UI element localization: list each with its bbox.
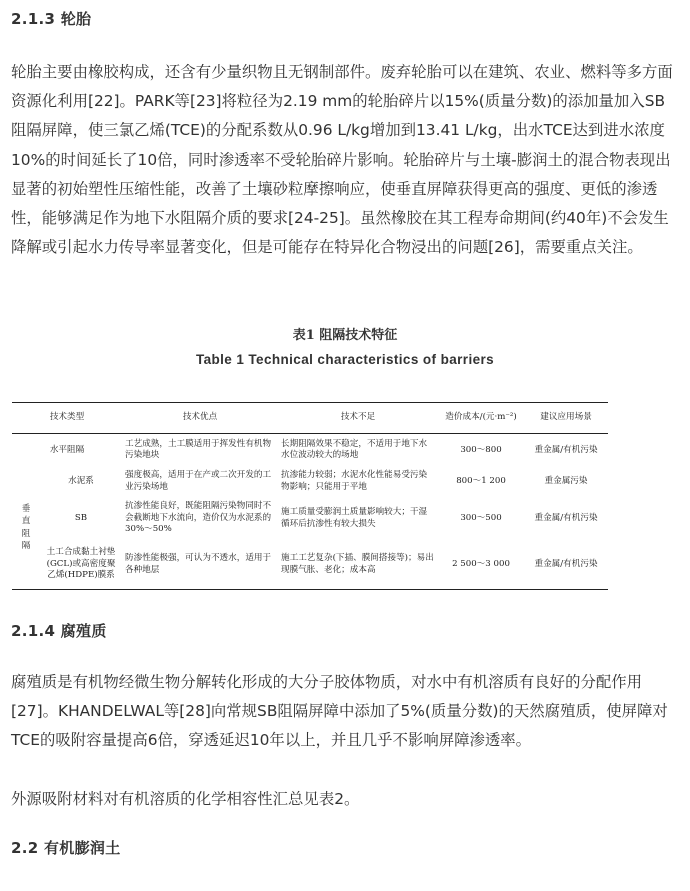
paragraph-humus: 腐殖质是有机物经微生物分解转化形成的大分子胶体物质，对水中有机溶质有良好的分配作用[27]。KHANDELWAL等[28]向常规SB阻隔屏障中添加了5%(质量分数)的天然腐殖质，使屏障对TCE的吸附容量提高6倍，穿透延迟10年以上，并且几乎不影响屏障渗透率。	[11, 673, 668, 750]
cell-cost: 300～800	[460, 444, 502, 455]
cell-cost: 300～500	[460, 512, 502, 523]
cell-scenario: 重金属/有机污染	[534, 512, 598, 523]
cell-disadvantages: 施工工艺复杂(下插、膜间搭接等)；易出现膜气胀、老化；成本高	[281, 553, 434, 575]
group-label-vertical-text: 垂直阻隔	[21, 503, 31, 551]
cell-scenario: 重金属/有机污染	[534, 558, 598, 569]
table-row	[12, 434, 608, 467]
cell-disadvantages: 长期阻隔效果不稳定，不适用于地下水水位波动较大的场地	[281, 438, 428, 461]
cell-advantages: 强度极高，适用于在产或二次开发的工业污染场地	[125, 470, 272, 492]
table-header-row	[12, 403, 608, 434]
cell-type: 水泥系	[68, 475, 94, 486]
cell-advantages: 工艺成熟，土工膜适用于挥发性有机物污染地块	[125, 438, 272, 461]
paragraph-tires: 轮胎主要由橡胶构成，还含有少量织物且无钢制部件。废弃轮胎可以在建筑、农业、燃料等多方面资源化利用[22]。PARK等[23]将粒径为2.19 mm的轮胎碎片以15%(质量分数)的添加量加入SB阻隔屏障，使三氯乙烯(TCE)的分配系数从0.96 L/kg增加到13.41 L/kg，出水TCE达到进水浓度10%的时间延长了10倍，同时渗透率不受轮胎碎片影响。轮胎碎片与土壤-膨润土的混合物表现出显著的初始塑性压缩性能，改善了土壤砂粒摩擦响应，使垂直屏障获得更高的强度、更低的渗透性，能够满足作为地下水阻隔介质的要求[24-25]。虽然橡胶在其工程寿命期间(约40年)不会发生降解或引起水力传导率显著变化，但是可能存在特异化合物浸出的问题[26]，需要重点关注。	[11, 63, 673, 257]
cell-disadvantages: 抗渗能力较弱；水泥水化性能易受污染物影响；只能用于平地	[281, 470, 428, 492]
barrier-characteristics-table	[12, 402, 608, 590]
cell-type: SB	[74, 512, 88, 523]
table-row	[12, 541, 608, 589]
table-caption-cn: 表1 阻隔技术特征	[292, 328, 398, 343]
header-type: 技术类型	[12, 403, 122, 434]
cell-cost: 2 500～3 000	[452, 558, 510, 569]
cell-type: 水平阻隔	[49, 444, 85, 455]
cell-advantages: 防渗性能极强，可认为不透水，适用于各种地层	[125, 553, 272, 575]
group-label-vertical	[12, 467, 40, 590]
header-scenario: 建议应用场景	[524, 403, 608, 434]
cell-cost: 800～1 200	[456, 475, 506, 486]
header-cost: 造价成本/(元·m⁻²)	[438, 403, 524, 434]
section-heading-humus: 2.1.4 腐殖质	[11, 622, 107, 640]
cell-scenario: 重金属污染	[544, 475, 588, 486]
section-heading-organobentonite: 2.2 有机膨润土	[11, 839, 121, 857]
table-caption-en: Table 1 Technical characteristics of barriers	[195, 352, 495, 367]
table-row	[12, 467, 608, 497]
header-disadvantages: 技术不足	[278, 403, 438, 434]
header-advantages: 技术优点	[122, 403, 278, 434]
cell-advantages: 抗渗性能良好，既能阻隔污染物同时不会截断地下水流向，造价仅为水泥系的30%～50%	[125, 501, 272, 535]
cell-disadvantages: 施工质量受膨润土质量影响较大；干湿循环后抗渗性有较大损失	[281, 507, 428, 529]
paragraph-summary: 外源吸附材料对有机溶质的化学相容性汇总见表2。	[11, 790, 360, 808]
section-heading-tires: 2.1.3 轮胎	[11, 10, 92, 28]
cell-type: 土工合成黏土衬垫(GCL)或高密度聚乙烯(HDPE)膜系	[46, 547, 116, 581]
cell-scenario: 重金属/有机污染	[534, 444, 598, 455]
table-row	[12, 497, 608, 541]
